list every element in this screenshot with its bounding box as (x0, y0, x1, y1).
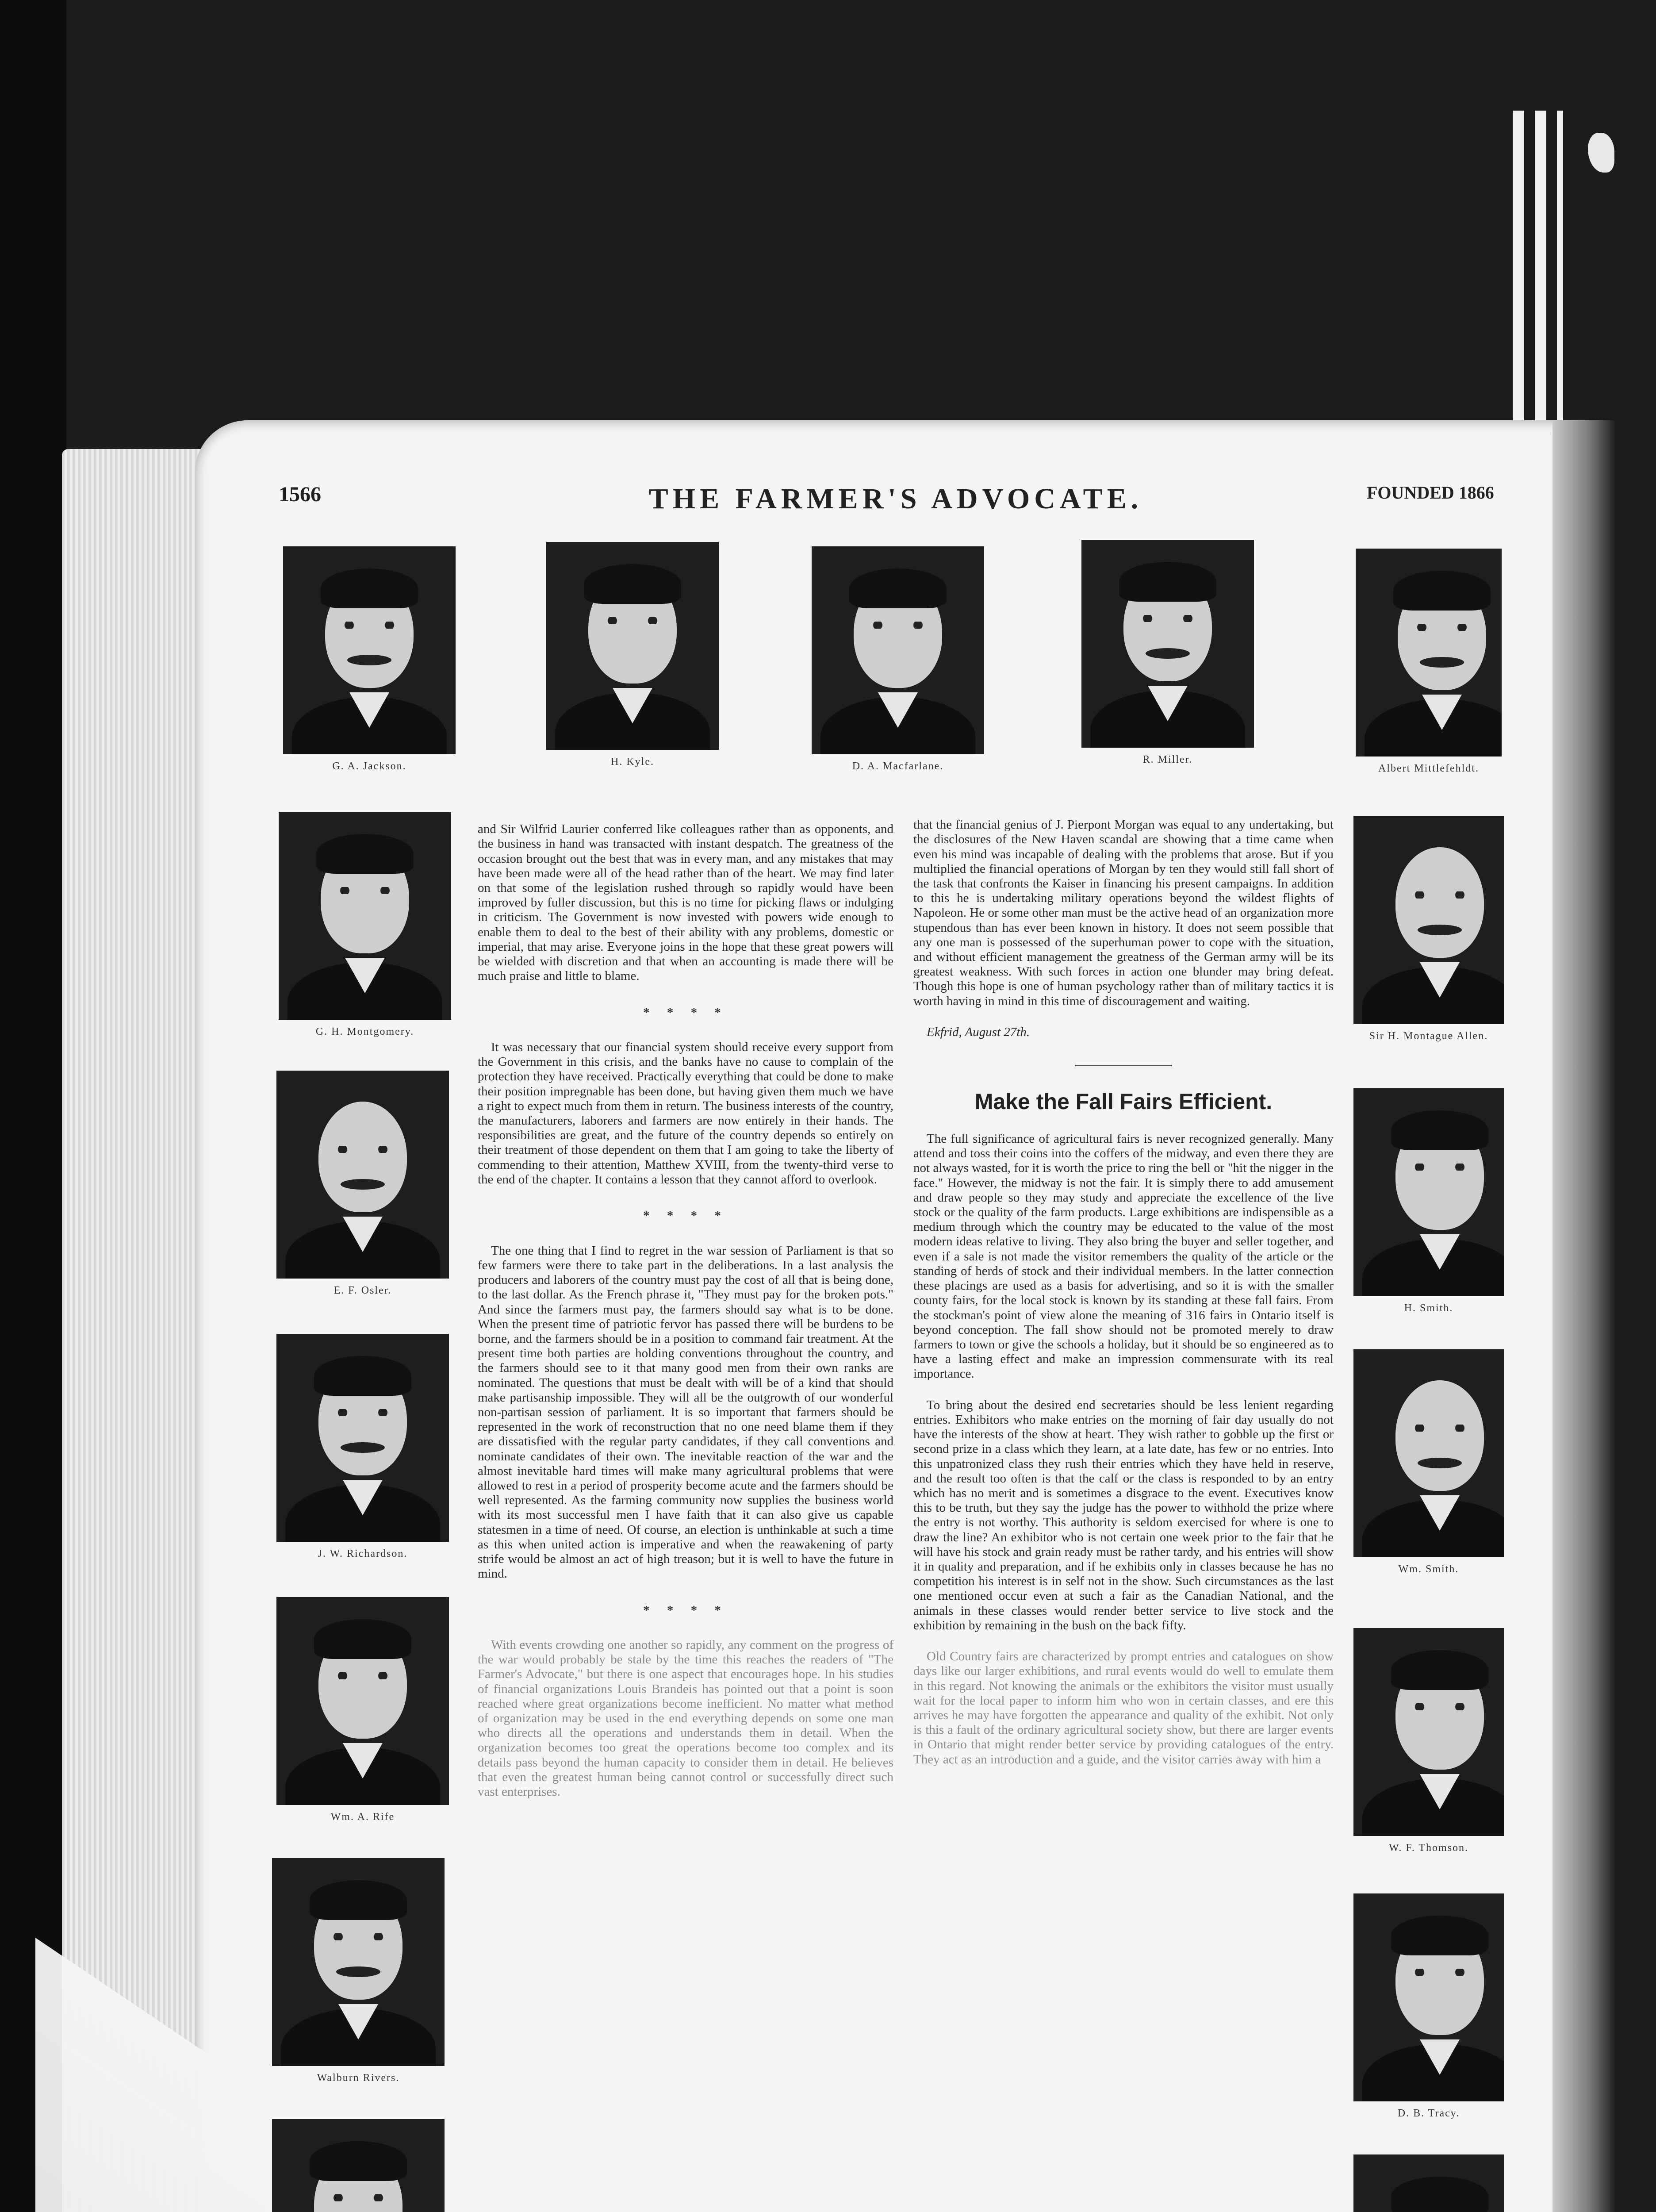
portrait-photo (1353, 1349, 1504, 1557)
portrait-caption: H. Kyle. (611, 756, 654, 768)
portrait (272, 1858, 445, 2084)
portrait (276, 1334, 449, 1560)
portrait-caption: D. A. Macfarlane. (852, 760, 944, 772)
portrait-caption: E. F. Osler. (334, 1285, 392, 1296)
portrait-photo (1353, 1088, 1504, 1296)
paragraph: The one thing that I find to regret in the war session of Parliament is that so few farmers were there to take part in the deliberations. In a last analysis the producers and laborers of the country must pay the cost of all that is being done, to the last dollar. As the French phrase it, "They must pay for the broken pots." And since the farmers must pay, the farmers should say what is to be done. When the present time of patriotic fervor has passed there will be burdens to be borne, and the farmers should be in a position to command fair treatment. At the present time both parties are holding conventions throughout the country, and the farmers should see to it that many good men from their own ranks are nominated. The questions that must be dealt with will be of a kind that should make partisanship impossible. They will all be the outgrowth of our wonderful non-partisan session of parliament. It is so important that farmers should be represented in the work of reconstruction that no one need blame them if they are dissatisfied with the regular party candidates, if they call conventions and nominate candidates of their own. The inevitable reaction of the war and the almost inevitable hard times will make many agricultural problems that were allowed to rest in a period of prosperity become acute and the farmers should be well represented. As the farming community now supplies the business world with its most successful men I have faith that it can also give us capable statesmen in a time of need. Of course, an election is unthinkable at such a time as this when united action is imperative and when the reawakening of party strife would be almost an act of high treason; but it is well to have the future in mind. (478, 1243, 893, 1581)
portrait-caption: H. Smith. (1404, 1302, 1453, 1314)
divider-rule (1075, 1065, 1172, 1066)
portrait-photo (283, 546, 456, 754)
portrait-photo (272, 2119, 445, 2212)
portrait (1353, 1088, 1504, 1314)
dust-speck (1588, 133, 1614, 173)
book-gutter-shadow (1552, 420, 1614, 2212)
portrait-caption: J. W. Richardson. (318, 1548, 408, 1559)
portrait-photo (1081, 540, 1254, 748)
portrait (1081, 540, 1254, 766)
paragraph: Old Country fairs are characterized by prompt entries and catalogues on show days like our larger exhibitions, and rural events would do well to emulate them in this regard. Not knowing the animals or the exhibitors the visitor must usually wait for the local paper to inform him who won in certain classes, and ere this arrives he may have forgotten the appearance and quality of the exhibit. Not only is this a fault of the ordinary agricultural society show, but there are larger events in Ontario that might render better service by providing catalogues of the entry. They act as an introduction and a guide, and the visitor carries away with him a (913, 1649, 1334, 1767)
article-column-right (913, 803, 1334, 2212)
paragraph: With events crowding one another so rapidly, any comment on the progress of the war would probably be stale by the time this reaches the readers of "The Farmer's Advocate," but there is one aspect that encourages hope. In his studies of financial organizations Louis Brandeis has pointed out that a point is soon reached where great organizations become inefficient. No matter what method of organization may be used in the end everything depends on some one man who directs all the operations and understands them in detail. When the organization becomes too great the operations become too complex and its details pass beyond the human capacity to consider them in detail. He believes that even the greatest human being cannot control or successfully direct such vast enterprises. (478, 1637, 893, 1799)
portrait (272, 2119, 445, 2212)
portrait-photo (1353, 816, 1504, 1024)
portrait-caption: W. F. Thomson. (1388, 1842, 1469, 1854)
portrait (1353, 816, 1504, 1042)
portrait (1353, 1893, 1504, 2120)
paragraph: To bring about the desired end secretaries should be less lenient regarding entries. Exhibitors who make entries on the morning of fair day usually do not have the interests of the show at heart. They wish rather to gobble up the first or second prize in a class which they learn, at a late date, has few or no entries. Into this unpatronized class they rush their entries which they have held in reserve, and the result too often is that the calf or the class is responded to by an entry which has no merit and is sometimes a disgrace to the event. Executives know this to be truth, but they say the judge has the power to withhold the prize where the entry is not worthy. This authority is seldom exercised for where is one to draw the line? An exhibitor who is not certain one week prior to the fair that he will have his stock and grain ready must be rather tardy, and his entries will show it in quality and preparation, and if he exhibits only in classes because he has no competition his interest is in self not in the show. Such circumstances as the last one mentioned occur even at such a fair as the Canadian National, and the animals in these classes would render better service to live stock and the exhibition by remaining in the bush on the back fifty. (913, 1398, 1334, 1632)
portrait-caption: G. A. Jackson. (332, 760, 406, 772)
masthead: THE FARMER'S ADVOCATE. (648, 483, 1143, 515)
portrait (276, 1071, 449, 1297)
paragraph: It was necessary that our financial system should receive every support from the Government in this crisis, and the banks have no cause to complain of the protection they have received. Practically everything that could be done to make their position impregnable has been done, but having given them much we have a right to expect much from them in return. The business interests of the country, the manufacturers, laborers and farmers are now entirely in their hands. The responsibilities are great, and the future of the country depends so entirely on their treatment of those dependent on them that I am going to take the liberty of commending to their attention, Matthew XVIII, from the twenty-third verse to the end of the chapter. It contains a lesson that they cannot afford to overlook. (478, 1040, 893, 1187)
portrait-caption: Albert Mittlefehldt. (1378, 763, 1479, 774)
paragraph: and Sir Wilfrid Laurier conferred like colleagues rather than as opponents, and the business in hand was transacted with instant despatch. The greatness of the occasion brought out the best that was in every man, and any mistakes that may have been made were all of the head rather than of the heart. We may find later on that some of the legislation rushed through so rapidly would have been improved by fuller discussion, but this is no time for picking flaws or indulging in criticism. The Government is now invested with powers wide enough to enable them to deal to the best of their ability with any problems, domestic or imperial, that may arise. Everyone joins in the hope that these great powers will be wielded with discretion and that when an accounting is made there will be much praise and little to blame. (478, 822, 893, 983)
article-column-left (478, 807, 893, 2212)
portrait-caption: D. B. Tracy. (1397, 2108, 1460, 2119)
portrait (1356, 549, 1502, 775)
portrait (1353, 2154, 1504, 2212)
portrait-photo (276, 1071, 449, 1279)
portrait (812, 546, 984, 772)
portrait-caption: Walburn Rivers. (317, 2072, 400, 2084)
portrait-photo (1353, 2154, 1504, 2212)
portrait-photo (276, 1597, 449, 1805)
portrait-caption: Wm. Smith. (1398, 1563, 1459, 1575)
portrait-photo (1353, 1893, 1504, 2101)
portrait-photo (279, 812, 451, 1020)
portrait-caption: R. Miller. (1142, 754, 1193, 765)
scanner-background (0, 0, 66, 2212)
portrait-caption: Wm. A. Rife (330, 1811, 395, 1823)
portrait (1353, 1628, 1504, 1854)
portrait (276, 1597, 449, 1823)
portrait-photo (1356, 549, 1502, 757)
paragraph: The full significance of agricultural fairs is never recognized generally. Many attend and toss their coins into the coffers of the midway, and even there they are not always wasted, for it is worth the price to ring the bell or "hit the nigger in the face." However, the midway is not the fair. It is simply there to add amusement and draw people so they may study and appreciate the excellence of the live stock or the quality of the farm products. Large exhibitions are indispensible as a medium through which the country may be educated to the value of the most modern ideas relative to living. They also bring the buyer and seller together, and even if a sale is not made the visitor remembers the quality of the article or the standing of herds of stock and their individual members. In the latter connection these placings are used as a basis for advertising, and so it is with the smaller county fairs, for the local stock is known by its standing at these fall fairs. From the stockman's point of view alone the meaning of 316 fairs in Ontario itself is beyond conception. The fall show should not be promoted merely to draw farmers to town or give the schools a holiday, but it should be so engineered as to have a lasting effect and make an impression commensurate with its real importance. (913, 1132, 1334, 1381)
section-divider: * * * * (643, 1603, 728, 1617)
portrait-caption: Sir H. Montague Allen. (1369, 1030, 1488, 1042)
portrait-photo (272, 1858, 445, 2066)
portrait (279, 812, 451, 1038)
founded-label: FOUNDED 1866 (1367, 483, 1494, 503)
portrait-photo (546, 542, 719, 750)
portrait (1353, 1349, 1504, 1575)
page-number: 1566 (279, 483, 321, 506)
portrait-photo (276, 1334, 449, 1542)
portrait (283, 546, 456, 772)
portrait-caption: G. H. Montgomery. (315, 1026, 414, 1037)
paragraph: that the financial genius of J. Pierpont Morgan was equal to any undertaking, but the disclosures of the New Haven scandal are showing that a time came when even his mind was incapable of dealing with the problems that arose. But if you multiplied the financial operations of Morgan by ten they would still fall short of the task that confronts the Kaiser in financing his present campaigns. In addition to this he is undertaking military operations beyond the wildest flights of Napoleon. He or some other man must be the active head of an organization more stupendous than has ever been known in history. It does not seem possible that any one man is possessed of the superhuman power to cope with the situation, and without efficient management the greatness of the German army will be its greatest weakness. With such forces in action one blunder may bring defeat. Though this hope is one of human psychology rather than of military tactics it is worth having in mind in this time of discouragement and waiting. (913, 818, 1334, 1008)
portrait-photo (812, 546, 984, 754)
portrait-photo (1353, 1628, 1504, 1836)
section-divider: * * * * (643, 1005, 728, 1020)
portrait (546, 542, 719, 768)
signoff: Ekfrid, August 27th. (927, 1025, 1030, 1040)
section-divider: * * * * (643, 1209, 728, 1223)
article-heading: Make the Fall Fairs Efficient. (974, 1089, 1273, 1114)
